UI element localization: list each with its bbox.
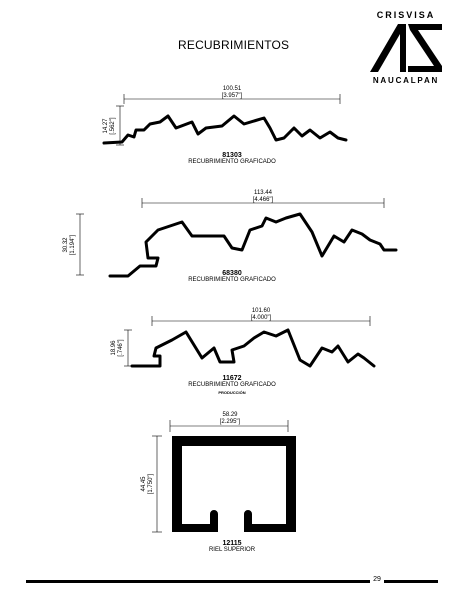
width-in: [3.957"]	[221, 93, 243, 99]
profile-81303-height	[103, 106, 117, 146]
profile-68380-width	[233, 190, 293, 204]
width-in: [4.000"]	[250, 315, 272, 321]
width-in: [4.466"]	[252, 197, 274, 203]
height-mm: 18.96	[111, 340, 117, 356]
profile-68380-height	[63, 225, 77, 265]
page-number: 29	[370, 576, 384, 583]
profile-description: RIEL SUPERIOR	[208, 547, 256, 553]
height-in: [1.750"]	[148, 473, 154, 495]
profile-code: 68380	[222, 270, 242, 277]
profile-11672-caption	[152, 375, 312, 396]
width-mm: 113.44	[254, 190, 272, 196]
profile-11672-height	[111, 328, 125, 368]
profile-81303-width	[202, 86, 262, 100]
height-mm: 30.32	[63, 237, 69, 253]
profile-12115-width	[200, 412, 260, 426]
height-in: [1.194"]	[70, 234, 76, 256]
profile-description: RECUBRIMIENTO GRAFICADO	[188, 277, 276, 283]
brand-name: CRISVISA	[376, 10, 436, 20]
width-mm: 101.60	[251, 308, 271, 314]
profile-code: 11672	[222, 375, 242, 382]
profile-11672-width	[231, 308, 291, 322]
profile-code: 12115	[222, 540, 242, 547]
profile-11672-drawing	[124, 316, 374, 366]
height-in: [.746"]	[118, 339, 124, 357]
profile-81303-drawing	[104, 94, 346, 145]
width-mm: 100.51	[222, 86, 242, 92]
profile-12115-drawing	[152, 420, 296, 532]
profile-68380-caption	[152, 270, 312, 284]
page-title: RECUBRIMIENTOS	[178, 38, 290, 52]
width-in: [2.295"]	[219, 419, 241, 425]
brand-location: NAUCALPAN	[372, 76, 440, 85]
profile-description: RECUBRIMIENTO GRAFICADO	[188, 159, 276, 165]
height-mm: 44.45	[141, 476, 147, 492]
height-mm: 14.27	[103, 118, 109, 134]
profile-68380-drawing	[76, 198, 396, 276]
profile-12115-height	[141, 464, 155, 504]
height-in: [.562"]	[110, 117, 116, 135]
profile-81303-caption	[152, 152, 312, 166]
profile-description: RECUBRIMIENTO GRAFICADO	[188, 382, 276, 388]
profile-note: PRODUCCIÓN	[218, 390, 246, 395]
profile-12115-caption	[152, 540, 312, 554]
profile-code: 81303	[222, 152, 242, 159]
width-mm: 58.29	[222, 412, 238, 418]
